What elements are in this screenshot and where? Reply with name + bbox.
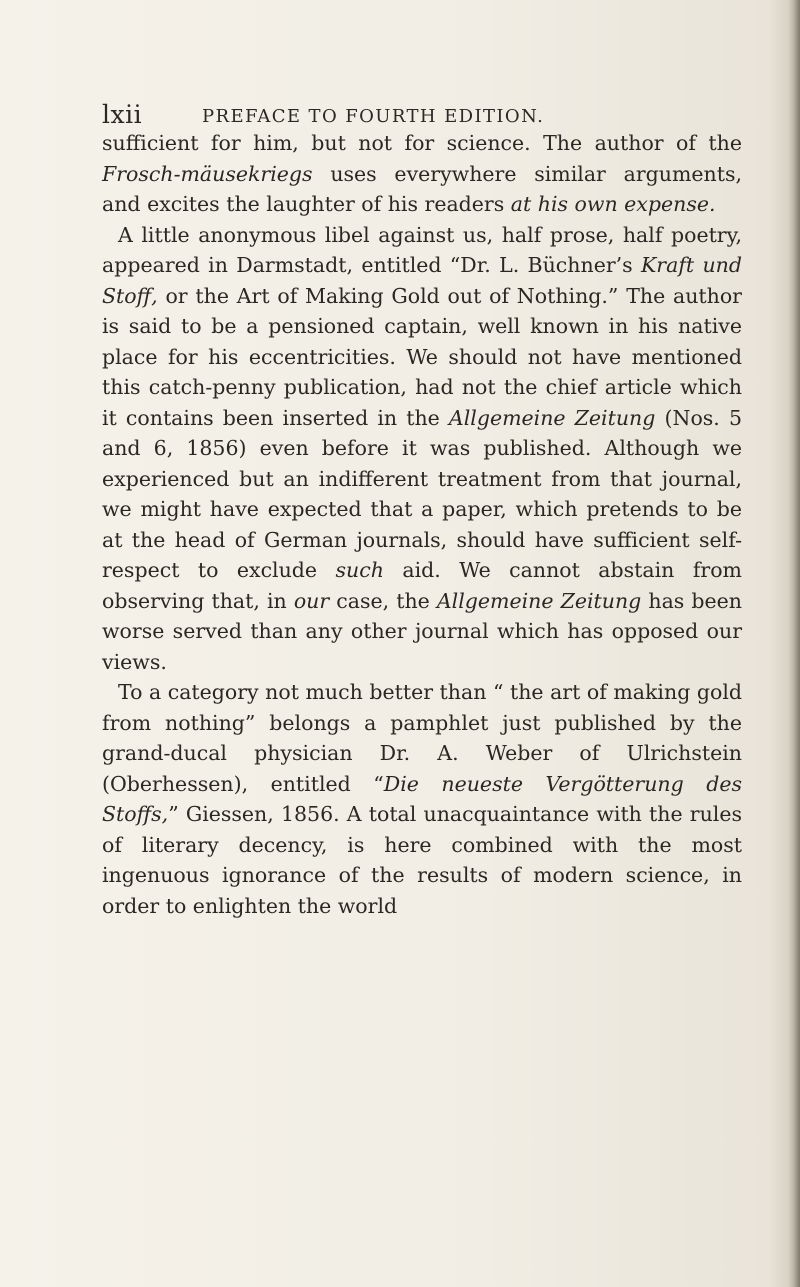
page-number: lxii	[102, 100, 143, 129]
italic-text-segment: Allgemeine Zeitung	[448, 405, 656, 430]
body-text	[102, 128, 742, 921]
text-segment: (Nos. 5 and 6, 1856) even before it was published. Although we experienced but an indifferent treatment from that journal, we might have expected that a paper, which pretends to be at the head of German journals, should have sufficient self-respect to exclude	[102, 405, 742, 582]
paragraph-3	[102, 677, 742, 921]
italic-text-segment: Allgemeine Zeitung	[436, 588, 642, 613]
text-segment: A little anonymous libel against us, half prose, half poetry, appeared in Darmstadt, entitled “Dr. L. Büchner’s	[102, 222, 742, 277]
text-segment: sufficient for him, but not for science. The author of the	[102, 131, 742, 155]
italic-text-segment: such	[335, 558, 384, 582]
text-segment: aid. We cannot abstain from observing that, in	[102, 558, 742, 613]
text-segment: or the Art of Making Gold out of Nothing.” The author is said to be a pensioned captain, well known in his native place for his eccentricities. We should not have mentioned this catch-penny publication, had not the chief article which it contains been inserted in the	[102, 283, 742, 430]
italic-text-segment: our	[293, 588, 330, 613]
paragraph-2	[102, 220, 742, 678]
italic-text-segment: at his own expense.	[510, 192, 716, 216]
text-segment: has been worse served than any other journal which has opposed our views.	[102, 588, 742, 674]
italic-text-segment: Kraft und Stoff,	[102, 253, 742, 308]
text-segment: ” Giessen, 1856. A total unacquaintance with the rules of literary decency, is here combined with the most ingenuous ignorance of the results of modern science, in order to enlighten the world	[102, 802, 742, 918]
page-binding-shadow	[788, 0, 800, 1287]
italic-text-segment: Frosch-mäusekriegs	[102, 161, 313, 186]
italic-text-segment: Die neueste Vergötterung des Stoffs,	[102, 771, 743, 826]
text-segment: To a category not much better than “ the art of making gold from nothing” belongs a pamphlet just published by the grand-ducal physician Dr. A. Weber of Ulrichstein (Oberhessen), entitled “	[102, 680, 742, 796]
paragraph-1	[102, 128, 742, 220]
text-segment: case, the	[329, 588, 437, 613]
text-segment: uses everywhere similar arguments, and excites the laughter of his readers	[102, 161, 742, 216]
running-title: PREFACE TO FOURTH EDITION.	[202, 106, 545, 127]
